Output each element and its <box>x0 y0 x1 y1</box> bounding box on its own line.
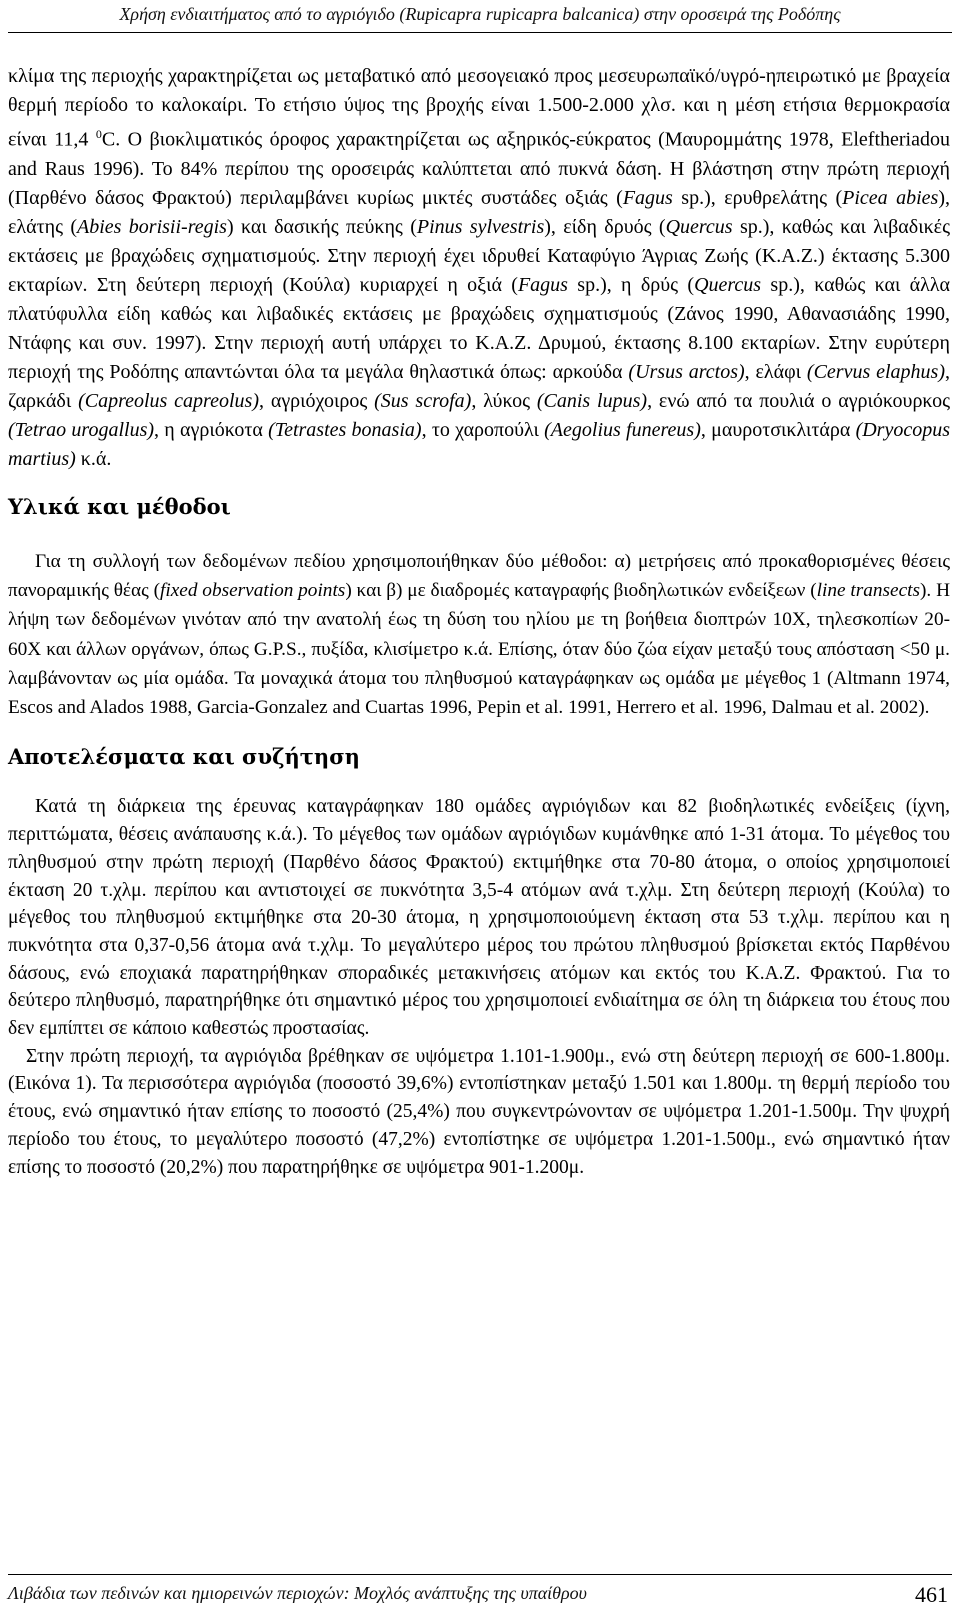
species-name: Picea abies <box>842 186 939 209</box>
text: sp.), καθώς και λιβαδικές εκτάσεις με βραχώδεις σχηματισμούς. Στην περιοχή έχει ιδρυθεί Καταφύγιο Άγριας Ζωής (Κ.Α.Ζ.) έκτασης 5.300 εκταρίων. Στη δεύτερη περιοχή (Κούλα) κυριαρχεί η οξιά ( <box>8 215 950 296</box>
species-name: (Tetrastes bonasia) <box>268 418 422 441</box>
text: , ενώ από τα πουλιά ο αγριόκουρκος <box>647 389 950 412</box>
page-number: 461 <box>915 1582 948 1607</box>
text: ) και β) με διαδρομές καταγραφής βιοδηλωτικών ενδείξεων ( <box>345 579 817 601</box>
species-name: Quercus <box>694 273 762 296</box>
footer-rule <box>8 1574 952 1575</box>
text: ). Η λήψη των δεδομένων γινόταν από την ανατολή έως τη δύση του ηλίου με τη βοήθεια διοπτρών 10Χ, τηλεσκοπίων 20-60Χ και άλλων οργάνων, όπως G.P.S., πυξίδα, κλισίμετρο κ.ά. Επίσης, όταν δύο ζώα είχαν μεταξύ τους απόσταση <50 μ. λαμβάνονταν ως μία ομάδα. Τα μοναχικά άτομα του πληθυσμού καταγράφηκαν ως ομάδα με μέγεθος 1 (Altmann 1974, Escos and Alados 1988, Garcia-Gonzalez and Cuartas 1996, Pepin et al. 1991, Herrero et al. 1996, Dalmau et al. 2002). <box>8 579 950 719</box>
text: sp.), η δρύς ( <box>567 273 695 296</box>
text: sp.), ερυθρελάτης ( <box>672 186 843 209</box>
text: , η αγριόκοτα <box>154 418 269 441</box>
text: , λύκος <box>471 389 537 412</box>
results-paragraph-2: Στην πρώτη περιοχή, τα αγριόγιδα βρέθηκαν σε υψόμετρα 1.101-1.900μ., ενώ στη δεύτερη περιοχή σε 600-1.800μ. (Εικόνα 1). Τα περισσότερα αγριόγιδα (ποσοστό 39,6%) εντοπίστηκαν μεταξύ 1.501 και 1.800μ. τη θερμή περίοδο του έτους, ενώ σημαντικό ήταν επίσης το ποσοστό (25,4%) που συγκεντρώνονταν σε υψόμετρα 1.201-1.500μ. Την ψυχρή περίοδο του έτους, το μεγαλύτερο ποσοστό (47,2%) εντοπίστηκε σε υψόμετρα 1.201-1.500μ., ενώ σημαντικό ήταν επίσης το ποσοστό (20,2%) που παρατηρήθηκε σε υψόμετρα 901-1.200μ. <box>8 1045 950 1178</box>
species-name: (Canis lupus) <box>536 389 648 412</box>
running-foot: Λιβάδια των πεδινών και ημιορεινών περιοχών: Μοχλός ανάπτυξης της υπαίθρου <box>8 1583 587 1603</box>
text: ) και δασικής πεύκης ( <box>226 215 417 238</box>
running-head: Χρήση ενδιαιτήματος από το αγριόγιδο (Rupicapra rupicapra balcanica) στην οροσειρά της Ροδόπης <box>119 4 841 24</box>
text: sp.), καθώς και άλλα πλατύφυλλα είδη καθώς και λιβαδικές εκτάσεις με βραχώδεις σχηματισμούς (Ζάνος 1990, Αθανασιάδης 1990, Ντάφης και συν. 1997). Στην περιοχή αυτή υπάρχει το Κ.Α.Ζ. Δρυμού, έκτασης 8.100 εκταρίων. Στην ευρύτερη περιοχή της Ροδόπης απαντώνται όλα τα μεγάλα θηλαστικά όπως: αρκούδα <box>8 273 951 383</box>
materials-section <box>8 547 950 723</box>
text: ), ελάτης ( <box>8 186 951 238</box>
text: , ελάφι <box>744 360 807 383</box>
species-name: Fagus <box>622 186 673 209</box>
species-name: (Capreolus capreolus) <box>78 389 259 412</box>
text: , ζαρκάδι <box>8 360 950 412</box>
intro-paragraph <box>8 62 950 474</box>
species-name: Abies borisii-regis <box>77 215 227 238</box>
species-name: Pinus sylvestris <box>416 215 545 238</box>
term: fixed observation points <box>160 579 346 601</box>
species-name: (Sus scrofa) <box>374 389 472 412</box>
species-name: (Cervus elaphus) <box>806 360 945 383</box>
text: κλίμα της περιοχής χαρακτηρίζεται ως μεταβατικό από μεσογειακό προς μεσευρωπαϊκό/υγρό-ηπειρωτικό με βραχεία θερμή περίοδο το καλοκαίρι. Το ετήσιο ύψος της βροχής είναι 1.500-2.000 χλσ. και η μέση ετήσια θερμοκρασία είναι 11,4 <box>8 65 950 151</box>
materials-paragraph <box>8 547 950 723</box>
page-content <box>8 62 950 1181</box>
species-name: Quercus <box>665 215 733 238</box>
species-name: (Tetrao urogallus) <box>8 418 155 441</box>
text: ), είδη δρυός ( <box>544 215 666 238</box>
text: , μαυροτσικλιτάρα <box>700 418 856 441</box>
species-name: (Ursus arctos) <box>628 360 745 383</box>
text: , το χαροπούλι <box>421 418 545 441</box>
text: C. Ο βιοκλιματικός όροφος χαρακτηρίζεται ως αξηρικός-εύκρατος (Μαυρομμάτης 1978, Eleftheriadou and Raus 1996). Το 84% περίπου της οροσειράς καλύπτεται από πυκνά δάση. Η βλάστηση στην πρώτη περιοχή (Παρθένο δάσος Φρακτού) περιλαμβάνει κυρίως μικτές συστάδες οξιάς ( <box>8 128 950 209</box>
section-heading-results: Αποτελέσματα και συζήτηση <box>8 744 360 770</box>
text: , αγριόχοιρος <box>258 389 375 412</box>
header-rule <box>8 32 952 33</box>
species-name: (Aegolius funereus) <box>544 418 701 441</box>
section-heading-materials: Υλικά και μέθοδοι <box>8 493 231 519</box>
results-paragraph-1: Κατά τη διάρκεια της έρευνας καταγράφηκαν 180 ομάδες αγριόγιδων και 82 βιοδηλωτικές ενδείξεις (ίχνη, περιττώματα, θέσεις ανάπαυσης κ.ά.). Το μέγεθος των ομάδων αγριόγιδων κυμάνθηκε από 1-31 άτομα. Το μέγεθος του πληθυσμού στην πρώτη περιοχή (Παρθένο δάσος Φρακτού) εκτιμήθηκε στα 70-80 άτομα, ο οποίος χρησιμοποιεί έκταση 20 τ.χλμ. περίπου και αντιστοιχεί σε πυκνότητα 3,5-4 ατόμων ανά τ.χλμ. Στη δεύτερη περιοχή (Κούλα) το μέγεθος του πληθυσμού εκτιμήθηκε στα 20-30 άτομα, η χρησιμοποιούμενη έκταση στα 53 τ.χλμ. περίπου και η πυκνότητα στα 0,37-0,56 άτομα ανά τ.χλμ. Το μεγαλύτερο μέρος του πρώτου πληθυσμού βρίσκεται εκτός Παρθένου δάσους, ενώ εποχιακά παρατηρήθηκαν σποραδικές μετακινήσεις ατόμων και εκτός του Κ.Α.Ζ. Φρακτού. Για το δεύτερο πληθυσμό, παρατηρήθηκε ότι σημαντικό μέρος του χρησιμοποιεί ενδιαίτημα σε όλη τη διάρκεια του έτους που δεν εμπίπτει σε κάποιο καθεστώς προστασίας. <box>8 796 950 1040</box>
text: Για τη συλλογή των δεδομένων πεδίου χρησιμοποιήθηκαν δύο μέθοδοι: α) μετρήσεις από προκαθορισμένες θέσεις πανοραμικής θέας ( <box>8 550 950 601</box>
species-name: (Dryocopus martius) <box>8 418 950 470</box>
degree-superscript: 0 <box>95 127 102 141</box>
species-name: Fagus <box>517 273 568 296</box>
term: line transects <box>816 579 920 601</box>
text: κ.ά. <box>75 447 112 470</box>
